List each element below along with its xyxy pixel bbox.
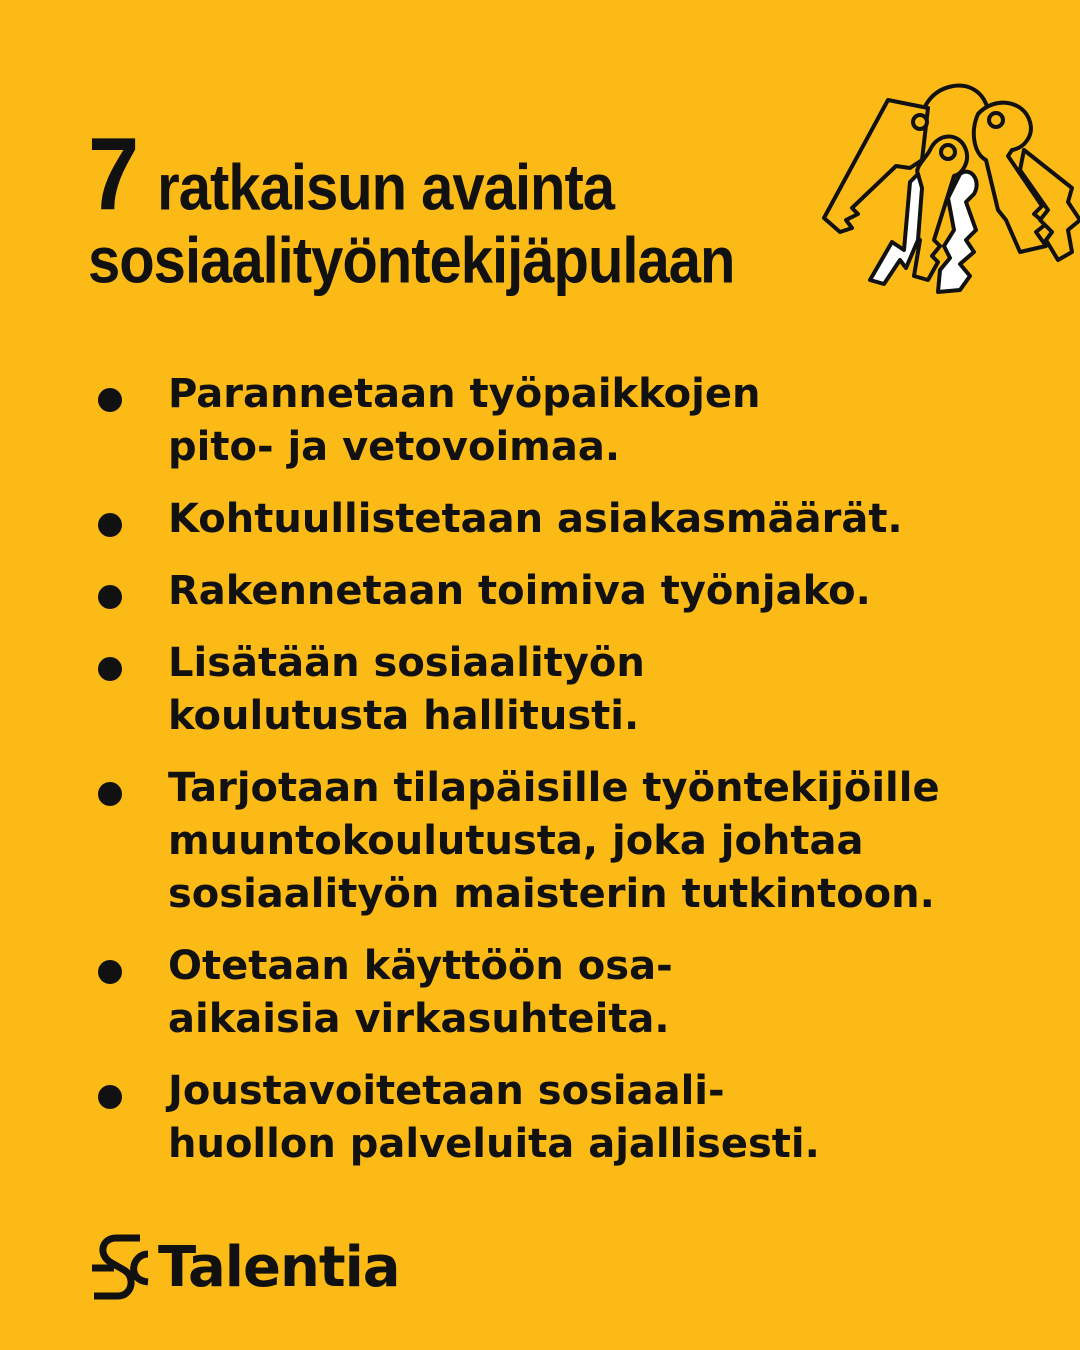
list-item-text: Rakennetaan toimiva työnjako.	[168, 568, 871, 614]
title-number: 7	[88, 117, 140, 232]
title-line-1	[88, 117, 734, 232]
list-item	[92, 940, 992, 1046]
list-item	[92, 493, 992, 546]
list-item	[92, 565, 992, 618]
list-item-text: Lisätään sosiaalityön koulutusta hallitusti.	[168, 640, 645, 739]
list-item	[92, 368, 992, 474]
list-item-text: Otetaan käyttöön osa- aikaisia virkasuhteita.	[168, 943, 673, 1042]
bullet-icon	[98, 782, 122, 806]
list-item-text: Tarjotaan tilapäisille työntekijöille muuntokoulutusta, joka johtaa sosiaalityön maisterin tutkintoon.	[168, 765, 940, 917]
solutions-list	[92, 368, 992, 1190]
bullet-icon	[98, 585, 122, 609]
list-item	[92, 1065, 992, 1171]
title-line-1-text: ratkaisun avainta	[157, 151, 615, 225]
bullet-icon	[98, 960, 122, 984]
list-item	[92, 637, 992, 743]
list-item	[92, 762, 992, 921]
list-item-text: Kohtuullistetaan asiakasmäärät.	[168, 496, 903, 542]
bullet-icon	[98, 657, 122, 681]
talentia-logo	[90, 1232, 400, 1304]
list-item-text: Joustavoitetaan sosiaali- huollon palveluita ajallisesti.	[168, 1068, 820, 1167]
logo-text: Talentia	[158, 1235, 400, 1300]
keys-icon	[810, 70, 1080, 305]
page-title	[88, 117, 735, 300]
bullet-icon	[98, 1085, 122, 1109]
title-line-2: sosiaalityöntekijäpulaan	[88, 224, 735, 297]
talentia-logo-icon	[90, 1232, 152, 1304]
list-item-text: Parannetaan työpaikkojen pito- ja vetovoimaa.	[168, 371, 761, 470]
bullet-icon	[98, 513, 122, 537]
bullet-icon	[98, 388, 122, 412]
